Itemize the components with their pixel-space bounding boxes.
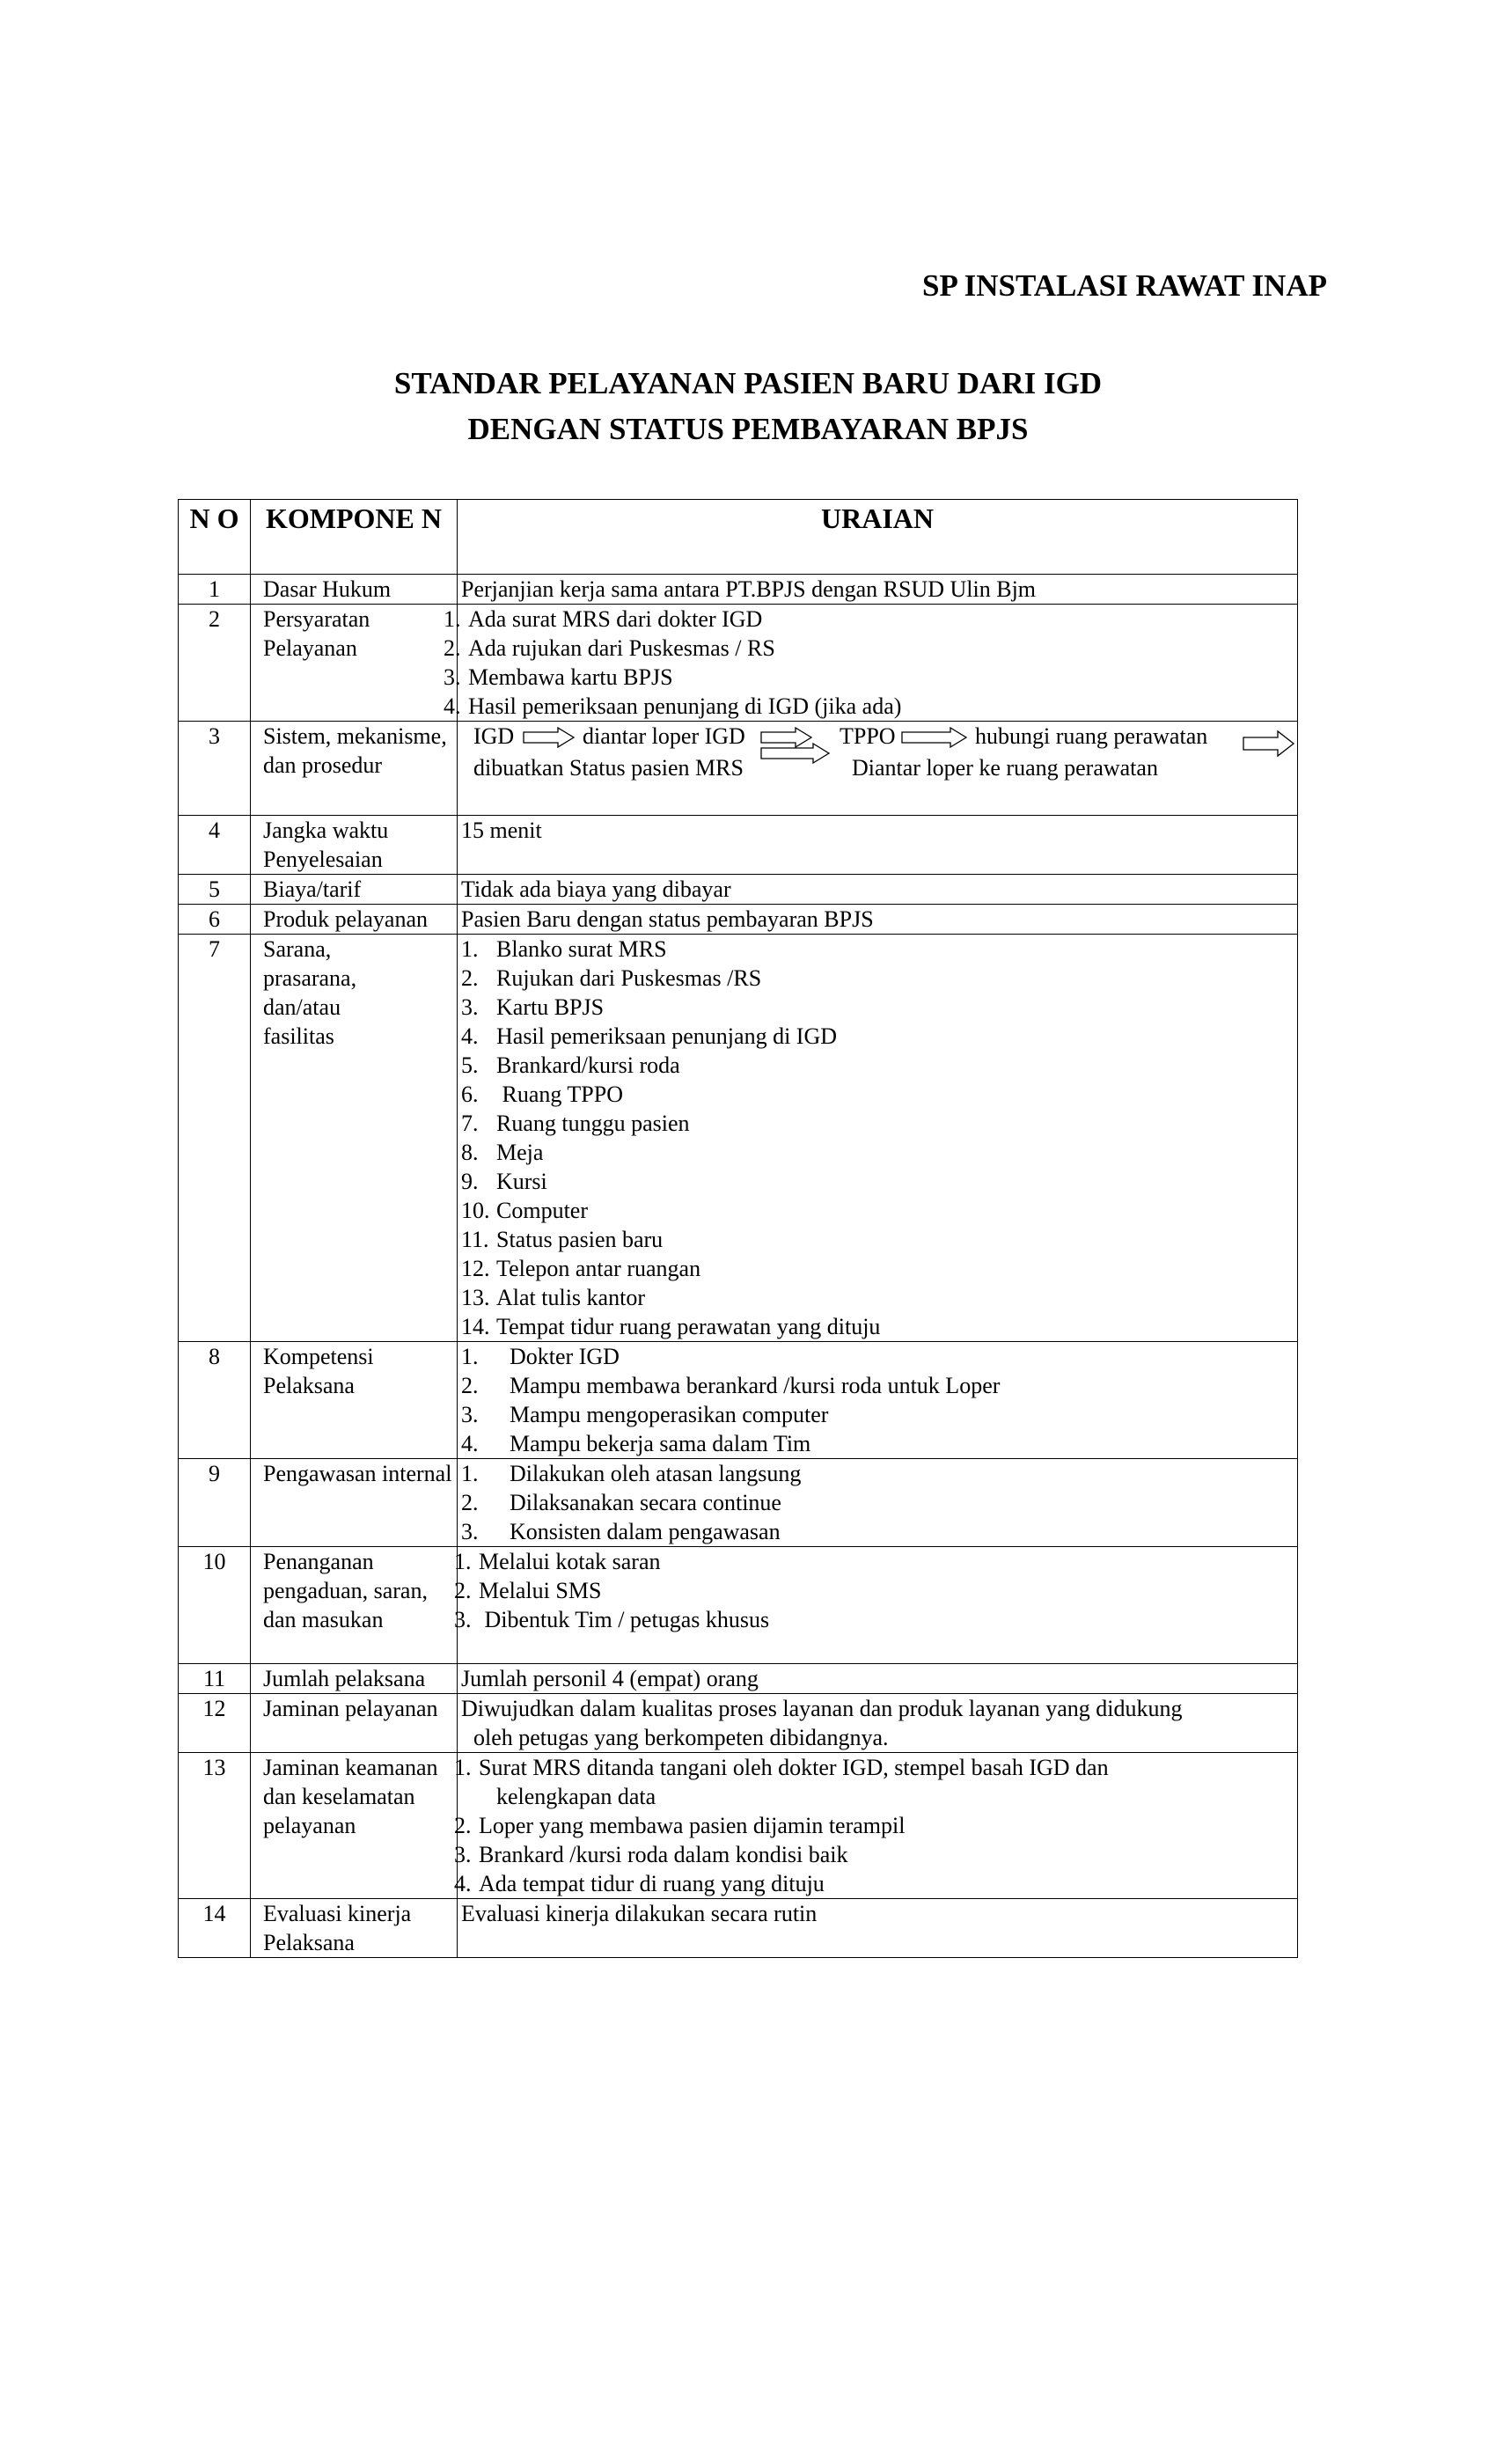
row-uraian xyxy=(458,1459,1298,1547)
list-item-number: 3. xyxy=(461,994,479,1020)
list-item-number: 3. xyxy=(444,664,461,690)
flow-step-loper: diantar loper IGD xyxy=(583,723,745,749)
list-item xyxy=(454,1576,1294,1605)
row-number: 6 xyxy=(179,905,251,935)
list-item-number: 14. xyxy=(461,1314,490,1339)
header-no: N O xyxy=(179,500,251,575)
row-uraian xyxy=(458,1694,1298,1753)
table-row xyxy=(179,1459,1298,1547)
table-row xyxy=(179,575,1298,605)
list-item xyxy=(461,1459,1294,1488)
list-item xyxy=(461,964,1294,993)
list-item-text: Meja xyxy=(496,1140,544,1165)
row-uraian: Perjanjian kerja sama antara PT.BPJS dengan RSUD Ulin Bjm xyxy=(458,575,1298,605)
list-item-number: 1. xyxy=(461,1344,479,1369)
list-item-number: 8. xyxy=(461,1140,479,1165)
row-komponen: Jumlah pelaksana xyxy=(251,1664,458,1694)
service-standard-table xyxy=(178,499,1298,1958)
list-item-text: Computer xyxy=(496,1198,588,1223)
list-item-number: 2. xyxy=(454,1813,472,1838)
table-row xyxy=(179,1899,1298,1958)
row-komponen: Sarana, prasarana, dan/atau fasilitas xyxy=(251,935,458,1342)
row-number: 7 xyxy=(179,935,251,1342)
row-komponen: Biaya/tarif xyxy=(251,875,458,905)
list-item xyxy=(461,1225,1294,1254)
list-item xyxy=(454,1840,1294,1869)
row-uraian xyxy=(458,722,1298,816)
header-uraian: URAIAN xyxy=(458,500,1298,575)
list-item-text: Dibentuk Tim / petugas khusus xyxy=(479,1607,770,1632)
list-item xyxy=(461,1400,1294,1429)
list-item xyxy=(461,1283,1294,1312)
safety-list xyxy=(454,1753,1294,1898)
row-uraian: Jumlah personil 4 (empat) orang xyxy=(458,1664,1298,1694)
row-uraian xyxy=(458,935,1298,1342)
list-item xyxy=(454,1547,1294,1576)
row-number: 9 xyxy=(179,1459,251,1547)
list-item-number: 13. xyxy=(461,1285,490,1310)
list-item-text: Alat tulis kantor xyxy=(496,1285,645,1310)
list-item-number: 1. xyxy=(454,1755,472,1780)
list-item xyxy=(461,1312,1294,1341)
title-line-2: DENGAN STATUS PEMBAYARAN BPJS xyxy=(467,412,1029,446)
row-komponen: Pengawasan internal xyxy=(251,1459,458,1547)
list-item-number: 3. xyxy=(454,1607,472,1632)
list-item-text: Membawa kartu BPJS xyxy=(468,664,673,690)
row-uraian xyxy=(458,1342,1298,1459)
table-row xyxy=(179,875,1298,905)
flow-step-igd: IGD xyxy=(473,723,515,749)
table-row xyxy=(179,1664,1298,1694)
list-item-text: Dilaksanakan secara continue xyxy=(510,1490,781,1515)
list-item-text: Kartu BPJS xyxy=(496,994,605,1020)
row-uraian xyxy=(454,1753,1298,1899)
table-row xyxy=(179,722,1298,816)
list-item xyxy=(461,1022,1294,1051)
list-item-number: 3. xyxy=(461,1519,479,1544)
list-item-number: 4. xyxy=(454,1871,472,1896)
table-row xyxy=(179,935,1298,1342)
list-item xyxy=(461,1429,1294,1458)
table-header-row xyxy=(179,500,1298,575)
header-komponen: KOMPONE N xyxy=(251,500,458,575)
row-komponen: Jangka waktu Penyelesaian xyxy=(251,816,458,875)
list-item-text: Ruang tunggu pasien xyxy=(496,1111,690,1136)
list-item-text: Blanko surat MRS xyxy=(496,936,667,962)
list-item-text: Mampu bekerja sama dalam Tim xyxy=(510,1431,811,1456)
flow-step-tppo: TPPO xyxy=(840,723,896,749)
list-item-text: Dilakukan oleh atasan langsung xyxy=(510,1461,802,1486)
row-komponen: Produk pelayanan xyxy=(251,905,458,935)
list-item-number: 3. xyxy=(454,1842,472,1867)
guarantee-line-2: oleh petugas yang berkompeten dibidangnya. xyxy=(473,1725,889,1750)
list-item-number: 5. xyxy=(461,1052,479,1078)
list-item xyxy=(444,605,1294,634)
list-item-text: Ada tempat tidur di ruang yang dituju xyxy=(479,1871,825,1896)
list-item-text: Melalui SMS xyxy=(479,1578,602,1603)
list-item-number: 2. xyxy=(461,965,479,991)
flow-step-status: dibuatkan Status pasien MRS xyxy=(473,755,744,781)
list-item-text: Brankard/kursi roda xyxy=(496,1052,680,1078)
list-item xyxy=(461,1080,1294,1109)
facilities-list xyxy=(461,935,1294,1341)
list-item xyxy=(461,1051,1294,1080)
row-uraian xyxy=(454,1547,1298,1664)
row-komponen: Jaminan pelayanan xyxy=(251,1694,458,1753)
row-number: 12 xyxy=(179,1694,251,1753)
complaint-list xyxy=(454,1547,1294,1634)
list-item-number: 9. xyxy=(461,1169,479,1194)
list-item xyxy=(461,1167,1294,1196)
list-item xyxy=(454,1605,1294,1634)
list-item xyxy=(444,692,1294,721)
list-item-number: 1. xyxy=(461,936,479,962)
list-item-continuation: kelengkapan data xyxy=(496,1784,656,1809)
table-row xyxy=(179,905,1298,935)
list-item-number: 10. xyxy=(461,1198,490,1223)
list-item-number: 7. xyxy=(461,1111,479,1136)
list-item xyxy=(461,1488,1294,1517)
document-title xyxy=(0,361,1496,452)
list-item-text: Konsisten dalam pengawasan xyxy=(510,1519,781,1544)
list-item xyxy=(454,1753,1294,1782)
list-item-number: 4. xyxy=(444,693,461,719)
row-number: 4 xyxy=(179,816,251,875)
row-komponen: Dasar Hukum xyxy=(251,575,458,605)
procedure-flow xyxy=(461,722,1294,815)
guarantee-line-1: Diwujudkan dalam kualitas proses layanan dan produk layanan yang didukung xyxy=(461,1696,1183,1721)
row-uraian: Pasien Baru dengan status pembayaran BPJS xyxy=(458,905,1298,935)
table-row xyxy=(179,1753,1298,1899)
row-komponen: Kompetensi Pelaksana xyxy=(251,1342,458,1459)
list-item xyxy=(461,993,1294,1022)
flow-step-antar: Diantar loper ke ruang perawatan xyxy=(852,755,1158,781)
row-number: 5 xyxy=(179,875,251,905)
list-item xyxy=(461,935,1294,964)
list-item xyxy=(461,1371,1294,1400)
list-item-text: Tempat tidur ruang perawatan yang dituju xyxy=(496,1314,881,1339)
list-item-number: 6. xyxy=(461,1082,479,1107)
list-item-text: Hasil pemeriksaan penunjang di IGD (jika ada) xyxy=(468,693,902,719)
list-item-text: Hasil pemeriksaan penunjang di IGD xyxy=(496,1023,838,1049)
list-item-number: 2. xyxy=(461,1373,479,1398)
list-item-number: 4. xyxy=(461,1431,479,1456)
list-item-number: 3. xyxy=(461,1402,479,1427)
list-item-number: 2. xyxy=(454,1578,472,1603)
row-komponen: Penanganan pengaduan, saran, dan masukan xyxy=(251,1547,458,1664)
row-number: 3 xyxy=(179,722,251,816)
competency-list xyxy=(461,1342,1294,1458)
row-number: 14 xyxy=(179,1899,251,1958)
table-row xyxy=(179,605,1298,722)
row-komponen: Sistem, mekanisme, dan prosedur xyxy=(251,722,458,816)
list-item xyxy=(454,1869,1294,1898)
row-number: 2 xyxy=(179,605,251,722)
list-item-text: Status pasien baru xyxy=(496,1227,664,1252)
arrow-right-icon xyxy=(901,727,968,748)
row-uraian: Tidak ada biaya yang dibayar xyxy=(458,875,1298,905)
table-row xyxy=(179,1342,1298,1459)
row-number: 10 xyxy=(179,1547,251,1664)
list-item-number: 11. xyxy=(461,1227,489,1252)
list-item-number: 2. xyxy=(444,635,461,661)
list-item-text: Loper yang membawa pasien dijamin terampil xyxy=(479,1813,906,1838)
list-item xyxy=(461,1517,1294,1546)
list-item xyxy=(444,663,1294,692)
page-header: SP INSTALASI RAWAT INAP xyxy=(922,268,1327,303)
list-item-text: Brankard /kursi roda dalam kondisi baik xyxy=(479,1842,848,1867)
row-number: 8 xyxy=(179,1342,251,1459)
row-number: 13 xyxy=(179,1753,251,1899)
list-item-text: Melalui kotak saran xyxy=(479,1549,661,1574)
list-item-number: 1. xyxy=(461,1461,479,1486)
title-line-1: STANDAR PELAYANAN PASIEN BARU DARI IGD xyxy=(393,366,1103,400)
list-item-text: Surat MRS ditanda tangani oleh dokter IGD, stempel basah IGD dan xyxy=(479,1755,1109,1780)
list-item-number: 4. xyxy=(461,1023,479,1049)
arrow-right-icon xyxy=(1243,730,1295,757)
table-row xyxy=(179,1694,1298,1753)
arrow-right-icon xyxy=(523,727,576,748)
list-item-text: Kursi xyxy=(496,1169,547,1194)
row-uraian: Evaluasi kinerja dilakukan secara rutin xyxy=(458,1899,1298,1958)
list-item-text: Mampu membawa berankard /kursi roda untuk Loper xyxy=(510,1373,1001,1398)
list-item-text: Dokter IGD xyxy=(510,1344,620,1369)
flow-step-hubungi: hubungi ruang perawatan xyxy=(975,723,1208,749)
list-item-text: Ruang TPPO xyxy=(496,1082,623,1107)
table-row xyxy=(179,1547,1298,1664)
list-item-number: 1. xyxy=(454,1549,472,1574)
row-komponen: Persyaratan Pelayanan xyxy=(251,605,458,722)
list-item-text: Telepon antar ruangan xyxy=(496,1256,701,1281)
list-item-number: 2. xyxy=(461,1490,479,1515)
row-number: 1 xyxy=(179,575,251,605)
row-number: 11 xyxy=(179,1664,251,1694)
list-item xyxy=(461,1138,1294,1167)
list-item xyxy=(461,1342,1294,1371)
list-item xyxy=(454,1811,1294,1840)
list-item xyxy=(444,634,1294,663)
list-item-text: Rujukan dari Puskesmas /RS xyxy=(496,965,762,991)
list-item-text: Mampu mengoperasikan computer xyxy=(510,1402,829,1427)
row-komponen: Evaluasi kinerja Pelaksana xyxy=(251,1899,458,1958)
row-uraian: 15 menit xyxy=(458,816,1298,875)
arrow-right-icon xyxy=(760,743,831,764)
list-item-number: 1. xyxy=(444,606,461,632)
list-item xyxy=(461,1196,1294,1225)
table-row xyxy=(179,816,1298,875)
row-uraian xyxy=(444,605,1298,722)
list-item xyxy=(461,1109,1294,1138)
list-item xyxy=(461,1254,1294,1283)
supervision-list xyxy=(461,1459,1294,1546)
row-komponen: Jaminan keamanan dan keselamatan pelayanan xyxy=(251,1753,458,1899)
list-item-text: Ada surat MRS dari dokter IGD xyxy=(468,606,763,632)
list-item-text: Ada rujukan dari Puskesmas / RS xyxy=(468,635,775,661)
requirements-list xyxy=(444,605,1294,721)
list-item-number: 12. xyxy=(461,1256,490,1281)
